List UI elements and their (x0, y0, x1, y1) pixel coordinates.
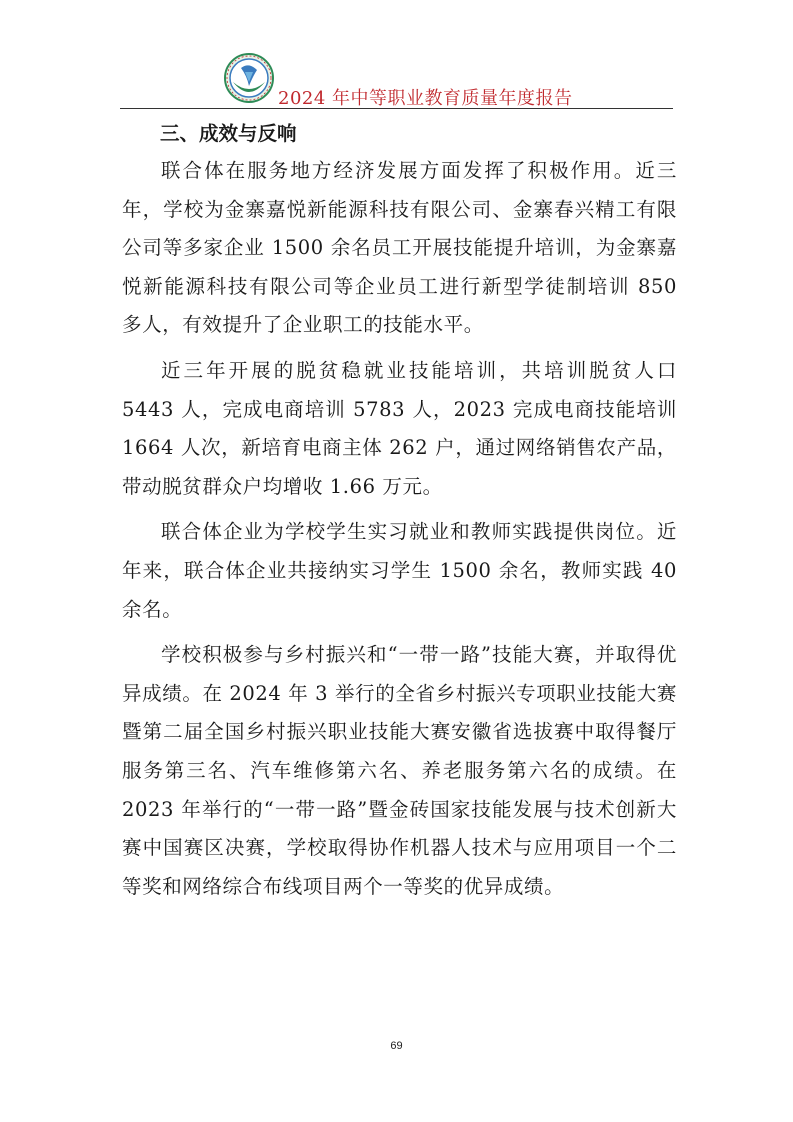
paragraph-service-local-economy: 联合体在服务地方经济发展方面发挥了积极作用。近三年，学校为金寨嘉悦新能源科技有限公司、金寨春兴精工有限公司等多家企业 1500 余名员工开展技能提升培训，为金寨嘉悦新能源科技有限公司等企业员工进行新型学徒制培训 850 多人，有效提升了企业职工的技能水平。 (122, 159, 677, 337)
section-heading: 三、成效与反响 (160, 122, 297, 145)
header-divider (120, 108, 673, 109)
header-title: 2024 年中等职业教育质量年度报告 (278, 88, 573, 109)
paragraph-skills-competitions: 学校积极参与乡村振兴和“一带一路”技能大赛，并取得优异成绩。在 2024 年 3 举行的全省乡村振兴专项职业技能大赛暨第二届全国乡村振兴职业技能大赛安徽省选拔赛中取得餐厅服务第三名、汽车维修第六名、养老服务第六名的成绩。在 2023 年举行的“一带一路”暨金砖国家技能发展与技术创新大赛中国赛区决赛，学校取得协作机器人技术与应用项目一个二等奖和网络综合布线项目两个一等奖的优异成绩。 (122, 643, 677, 898)
paragraph-internship-positions: 联合体企业为学校学生实习就业和教师实践提供岗位。近年来，联合体企业共接纳实习学生 1500 余名，教师实践 40 余名。 (122, 520, 677, 621)
page-header (120, 52, 673, 110)
page-number: 69 (390, 1040, 403, 1052)
main-content (122, 116, 677, 906)
school-emblem-icon (223, 52, 275, 104)
paragraph-poverty-training: 近三年开展的脱贫稳就业技能培训，共培训脱贫人口 5443 人，完成电商培训 5783 人，2023 完成电商技能培训 1664 人次，新培育电商主体 262 户，通过网络销售农产品，带动脱贫群众户均增收 1.66 万元。 (122, 358, 677, 498)
